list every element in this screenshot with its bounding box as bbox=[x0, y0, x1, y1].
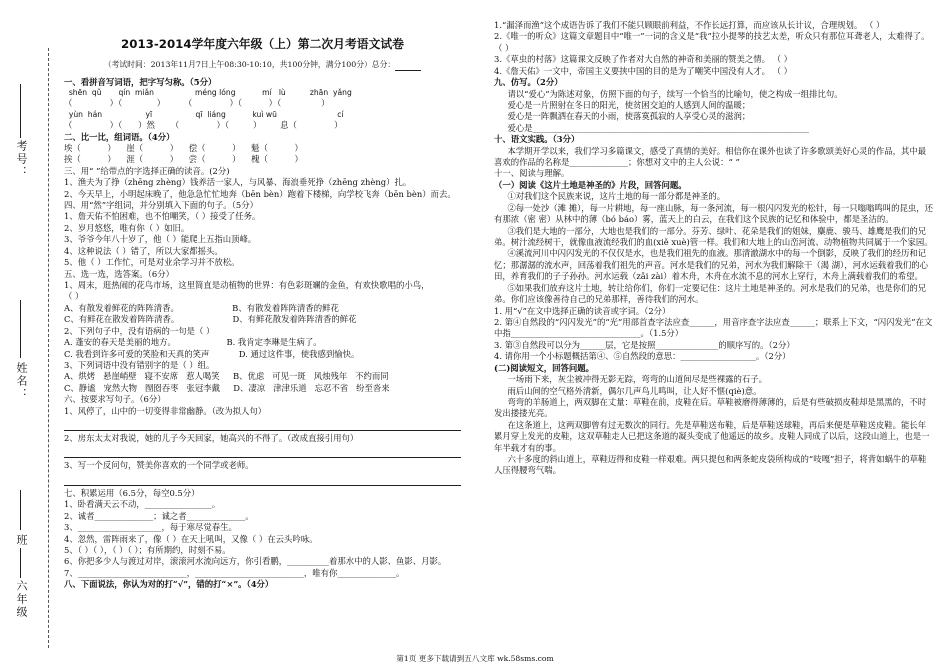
total-score-blank bbox=[395, 62, 421, 71]
question-line: A. 蓬安的春天是美丽的地方。 B. 我肯定李琳是生病了。 bbox=[64, 337, 322, 348]
question-line: C、有鲜花在散发着阵阵清香。 D、有鲜花散发着阵阵清香的鲜花 bbox=[64, 314, 357, 325]
left-questions bbox=[64, 77, 461, 591]
question-line: 6、你把多少人与渡过对岸，滚滚河水流向远方，你引看鹏，__________着那水中的人影、鱼影、月影。 bbox=[64, 556, 447, 567]
question-line: 4. 请你用一个小标题概括第④、⑤自然段的意思：__________________。（2分） bbox=[494, 351, 791, 362]
question-line: 七、积累运用（6.5分，每空0.5分） bbox=[64, 487, 200, 498]
question-line: 请以“爱心”为陈述对象，仿照下面的句子，续写一个恰当的比喻句，使之构成一组排比句。 bbox=[507, 88, 843, 99]
question-line: 1.“漏泽而渔”这个成语告诉了我们不能只顾眼前利益，不作长远打算，而应该从长计议，合理规划。 （ ） bbox=[494, 20, 885, 30]
question-line: 1. 用“√”在文中选择正确的读音或字词。（2分） bbox=[494, 305, 671, 316]
question-line: ②每一处沙（滩 摊），每一片耕地，每一座山脉，每一条河流，每一根闪闪发光的松针，每一只嗡嗡鸣叫的昆虫，还有那浓（密 密）从林中的薄（bó báo）雾，蓝天上的白云，在我们这个民族的记忆和体验中，都是圣洁的。 bbox=[494, 202, 934, 225]
class-line bbox=[20, 490, 21, 530]
question-line: 四、用“然”字组词，并分别填入下面的句子。（5分） bbox=[64, 200, 258, 211]
question-line: C、静谧 宠然大物 囫囵吞枣 张冠李戴 D、凄凉 津津乐道 忘忍不省 纷至沓来 bbox=[64, 382, 390, 393]
name-line bbox=[20, 300, 21, 358]
question-line: 5、他（ ）工作忙，可是对业余学习并不放松。 bbox=[64, 257, 240, 268]
exam-number-label: 考号： bbox=[15, 140, 28, 179]
question-line: 2. 第④自然段的“闪闪发光”的“光”用部首查字法应查______，用音序查字法应查______；联系上下文，“闪闪发光”在文中指_______________________________。（1.5分） bbox=[494, 316, 933, 339]
question-line: 2、诚者______________；诚之者______________。 bbox=[64, 510, 254, 521]
question-line: ⑤如果我们放弃这片土地，转让给你们，你们一定要记住：这片土地是神圣的。河水是我们的兄弟，也是你们的兄弟。你们应该像善待自己的兄弟那样，善待我们的河水。 bbox=[494, 282, 927, 305]
question-line: （ ）（ ）然 （ ）（ ） 息（ ） bbox=[64, 120, 343, 131]
question-line: ③我们是大地的一部分，大地也是我们的一部分。芬芳、绿叶、花朵是我们的姐妹，麋鹿、骏马、雄鹰是我们的兄弟。树汁流经树干，就像血液流经我们的血(xiě xuè)管一样。我们和大地上的山峦河流、动物植物共同属于一个家园。 bbox=[494, 225, 933, 248]
question-line: 4、这种说法（ ）错了，所以大家都摇头。 bbox=[64, 245, 223, 256]
answer-line bbox=[64, 475, 461, 486]
question-line: 1、风停了，山中的一切变得非常幽静。（改为拟人句） bbox=[64, 405, 267, 416]
question-line: 3、____________________，每于寒尽觉春生。 bbox=[64, 522, 237, 533]
question-line: 雨后山间的空气格外清新，偶尔几声鸟儿鸣叫，让人好不惬(qiè)意。 bbox=[507, 385, 762, 396]
question-line: 1、卧看满天云不动，________________。 bbox=[64, 499, 221, 510]
question-line: 本学期开学以来，我们学习多篇课文，感受了真情的美好。相信你在课外也读了许多歌颂美好心灵的作品，其中最喜欢的作品的名称是______________；你想对文中的主人公说：“ ” bbox=[494, 145, 927, 168]
question-line: 3、写一个反问句，赞美你喜欢的一个同学或老师。 bbox=[64, 460, 254, 471]
question-line: 3、下列词语中没有错别字的是（ ）组。 bbox=[64, 359, 215, 370]
section-heading: 九、仿写。（2分） bbox=[494, 77, 563, 88]
question-line: 4.《詹天佑》一文中，帝国主义要挟中国的目的是为了嘲笑中国没有人才。 （ ） bbox=[494, 65, 793, 76]
question-line: 4、忽然，雷阵雨来了，像（ ）在天上吼叫，又像（ ）在云头吟咏。 bbox=[64, 533, 318, 544]
question-line: 埃（ ） 崖（ ） 偿（ ） 魁（ ） bbox=[64, 142, 303, 153]
question-line: 3、爷爷今年八十岁了，他（ ）能爬上五指山顶峰。 bbox=[64, 234, 257, 245]
question-line: 1、詹天佑不怕困难，也不怕嘲笑，（ ）接受了任务。 bbox=[64, 211, 261, 222]
right-column bbox=[494, 20, 934, 477]
question-line: 1、渔夫为了挣（zhēng zhèng）钱养活一家人，与风暴、海浪垂死挣（zhēng zhèng）扎。 bbox=[64, 177, 412, 188]
answer-line bbox=[64, 420, 461, 431]
question-line: 2.《唯一的听众》这篇文章题目中“唯一”一词的含义是“我”拉小提琴的技艺太差，听众只有那位耳聋老人，太难得了。 （ ） bbox=[494, 31, 930, 53]
question-line: 爱心是一阵飘洒在春天的小雨，使落寞孤寂的人享受心灵的滋润； bbox=[507, 111, 751, 122]
question-line: 5、（ ）（ ），（ ）（ ）；有所期约，时刻不易。 bbox=[64, 545, 231, 556]
question-line: 3. 第③自然段可以分为______层，它是按照_______________的顺序写的。（2分） bbox=[494, 339, 795, 350]
question-line: 爱心是__________________________________________________________________ bbox=[507, 122, 809, 133]
page-title: 2013-2014学年度六年级（上）第二次月考语文试卷 bbox=[121, 37, 404, 51]
question-line: （ ）（ ） （ ）（ ）（ ） bbox=[64, 98, 330, 109]
question-line: 在这条道上，这两双脚曾有过无数次的同行。先是草鞋送布鞋，后是草鞋送球鞋，再后来便是草鞋送皮鞋。能长年累月穿上发光的皮鞋，这双草鞋走人已把这条道的凝头变成了他遥远的故乡。皮鞋人同成了以后，这段山道上，也是一年半载才有的事。 bbox=[494, 419, 930, 453]
question-line: 三、用“ ”给带点的字选择正确的读音。(2分) bbox=[64, 165, 230, 176]
question-line: A、烘烤 悬崖峭壁 寝不安席 惹人喝笑 B、优虑 可见一斑 风烛残年 不约而同 bbox=[64, 371, 389, 382]
name-label: 姓名： bbox=[15, 362, 28, 401]
question-line: 五、选一选，选答案。（6分） bbox=[64, 268, 175, 279]
grade-label: 六年级 bbox=[15, 580, 28, 619]
exam-info-text: （考试时间：2013年11月7日上午08:30-10:10，共100分钟，满分100分）总分： bbox=[103, 60, 396, 70]
question-line: 六十多度的斜山道上，草鞋迈得和皮鞋一样艰难。两只提包和两条蛇皮袋所构成的“吱嘎”担子，将背如蜗牛的草鞋人压得腰弯气喘。 bbox=[494, 454, 927, 476]
grade-line bbox=[20, 548, 21, 578]
question-line: ①对我们这个民族来说，这片土地的每一部分都是神圣的。 bbox=[507, 191, 726, 202]
binding-margin bbox=[0, 0, 64, 672]
section-heading: 十、语文实践。（3分） bbox=[494, 134, 580, 145]
section-heading: 二、比一比，组词语。（4分） bbox=[64, 131, 175, 142]
question-line: 2、岁月悠悠，唯有你（ ）如旧。 bbox=[64, 222, 190, 233]
section-heading: （一）阅读《这片土地是神圣的》片段，回答问题。 bbox=[494, 179, 687, 190]
answer-line bbox=[64, 447, 461, 458]
question-line: 7、__________________________，__________________________，唯有你______________。 bbox=[64, 567, 405, 578]
question-line: 爱心是一片照射在冬日的阳光，使贫困交迫的人感到人间的温暖； bbox=[507, 99, 751, 110]
right-questions bbox=[494, 20, 934, 477]
question-line: 1、周末，逛热闹的花鸟市场，这里简直是动植物的世界：有色彩斑斓的金鱼，有欢快歌唱的小鸟， bbox=[64, 280, 430, 290]
question-line: 六、按要求写句子。（6分） bbox=[64, 394, 166, 405]
question-line: （ ） bbox=[64, 291, 84, 302]
cut-line bbox=[48, 48, 49, 648]
section-heading: 八、下面说法，你认为对的打“√”，错的打“×”。（4分） bbox=[64, 579, 274, 590]
question-line: 3.《草虫的村落》这篇课文反映了作者对大自然的神奇和美丽的赞美之情。 （ ） bbox=[494, 54, 793, 65]
question-line: ④溪流河川中闪闪发光的不仅仅是水，也是我们祖先的血液。那清澈湖水中的每一个倒影，反映了我们的经历和记忆；那潺潺的流水声，回荡着我们祖先的声音。河水是我们的兄弟，河水为我们解除干（渴 湖），河水运载着我们的心田，养育我们的子子孙孙。河水运载（zǎi zài）着木舟，木舟在水流不息的河水上穿行，木舟上满载着我们的希望。 bbox=[494, 248, 928, 282]
page-footer: 第1页 更多下载请到五八文库 wk.58sms.com bbox=[396, 654, 554, 663]
question-line: 十一、阅读与理解。 bbox=[494, 168, 570, 179]
class-label: 班 bbox=[15, 534, 28, 547]
left-column bbox=[64, 36, 461, 591]
exam-info bbox=[64, 60, 461, 71]
exam-number-line bbox=[20, 84, 21, 138]
question-line: A、有散发着鲜花的阵阵清香。 B、有散发着阵阵清香的鲜花 bbox=[64, 302, 339, 313]
question-line: 一场雨下来，灰尘被冲得无影无踪，弯弯的山道间尽是些裸露的石子。 bbox=[507, 374, 768, 385]
question-line: 2、房东太太对我说，她的儿子今天回家，她高兴的不得了。（改成直接引用句） bbox=[64, 433, 359, 444]
question-line: shēn qǔ qín miǎn méng lóng mí lù zhān yǎng bbox=[64, 88, 352, 98]
section-heading: (二)阅读短文，回答问题。 bbox=[494, 362, 595, 373]
section-heading: 一、看拼音写词语，把字写匀称。（5分） bbox=[64, 76, 217, 87]
question-line: yùn hán yī qī liáng kuì wū cí bbox=[64, 109, 344, 119]
question-line: C. 我看到许多可爱的笑脸和天真的笑声 D. 通过这件事，使我感到愉快。 bbox=[64, 348, 360, 359]
question-line: 挨（ ） 涯（ ） 尝（ ） 槐（ ） bbox=[64, 154, 303, 165]
question-line: 弯弯的羊肠道上，两双脚在丈量：草鞋在前，皮鞋在后。草鞋被磨得薄薄的，后是有些破损皮鞋却是黑黑的，不时发出搂搂光亮。 bbox=[494, 396, 927, 419]
question-line: 2、下列句子中，没有语病的一句是（ ） bbox=[64, 325, 215, 336]
question-line: 2、今天早上，小明起床晚了，他急急忙忙地奔（bēn bèn）跑着下楼梯，向学校飞奔（bēn bèn）而去。 bbox=[64, 188, 456, 199]
